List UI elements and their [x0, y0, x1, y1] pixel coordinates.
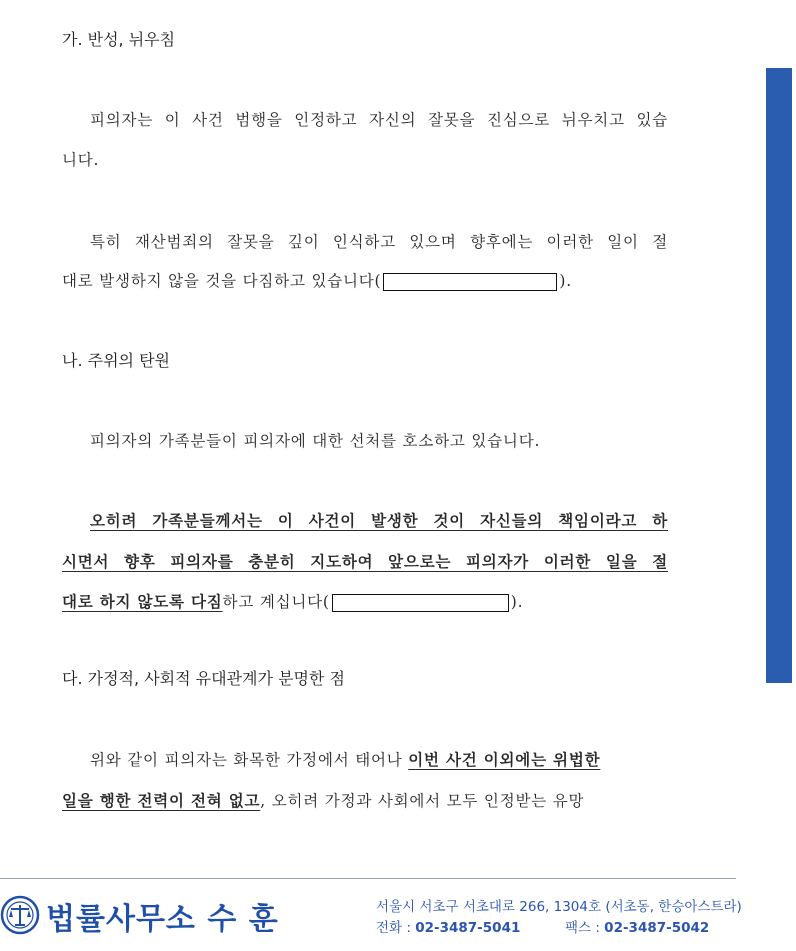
- na-paragraph-2-close: ).: [510, 593, 524, 611]
- section-heading-da: 다. 가정적, 사회적 유대관계가 분명한 점: [62, 669, 345, 688]
- phone-number: 02-3487-5041: [415, 920, 521, 936]
- redaction-box: [383, 273, 557, 291]
- side-accent-bar: [766, 68, 792, 683]
- phone-label: 전화 :: [376, 920, 416, 936]
- na-paragraph-2-line-2: 시면서 향후 피의자를 충분히 지도하여 앞으로는 피의자가 이러한 일을 절: [62, 552, 668, 571]
- na-paragraph-2-line-3: [62, 590, 523, 612]
- da-paragraph-1-line-1: [90, 748, 600, 770]
- da-underlined-text-2: 일을 행한 전력이 전혀 없고: [62, 791, 261, 810]
- ga-paragraph-2-text: 대로 발생하지 않을 것을 다짐하고 있습니다(: [62, 272, 382, 290]
- na-paragraph-2-text: 하고 계십니다(: [222, 593, 330, 611]
- redaction-box: [332, 594, 509, 612]
- ga-paragraph-2-line-2: [62, 269, 572, 291]
- da-underlined-text: 이번 사건 이외에는 위법한: [408, 750, 601, 769]
- na-underlined-text: 대로 하지 않도록 다짐: [62, 592, 223, 611]
- ga-paragraph-1-line-2: 니다.: [62, 151, 100, 169]
- firm-name: 법률사무소 수 훈: [46, 902, 279, 937]
- section-heading-na: 나. 주위의 탄원: [62, 351, 170, 370]
- ga-paragraph-2-line-1: 특히 재산범죄의 잘못을 깊이 인식하고 있으며 향후에는 이러한 일이 절: [90, 233, 668, 251]
- firm-contact: [376, 916, 709, 936]
- da-paragraph-text-2: , 오히려 가정과 사회에서 모두 인정받는 유망: [260, 792, 585, 810]
- firm-address: 서울시 서초구 서초대로 266, 1304호 (서초동, 한승아스트라): [376, 899, 742, 915]
- scales-emblem-icon: [0, 893, 40, 937]
- da-paragraph-text: 위와 같이 피의자는 화목한 가정에서 태어나: [90, 751, 409, 769]
- na-paragraph-2-line-1: 오히려 가족분들께서는 이 사건이 발생한 것이 자신들의 책임이라고 하: [90, 511, 668, 530]
- fax-label: 팩스 :: [564, 920, 605, 936]
- ga-paragraph-1-line-1: 피의자는 이 사건 범행을 인정하고 자신의 잘못을 진심으로 뉘우치고 있습: [90, 111, 668, 129]
- section-heading-ga: 가. 반성, 뉘우침: [62, 30, 176, 49]
- footer-divider: [0, 878, 736, 879]
- firm-logo-emblem: [0, 893, 40, 937]
- fax-number: 02-3487-5042: [604, 920, 710, 936]
- da-paragraph-1-line-2: [62, 789, 584, 811]
- ga-paragraph-2-close: ).: [559, 272, 572, 290]
- na-paragraph-1: 피의자의 가족분들이 피의자에 대한 선처를 호소하고 있습니다.: [90, 432, 541, 450]
